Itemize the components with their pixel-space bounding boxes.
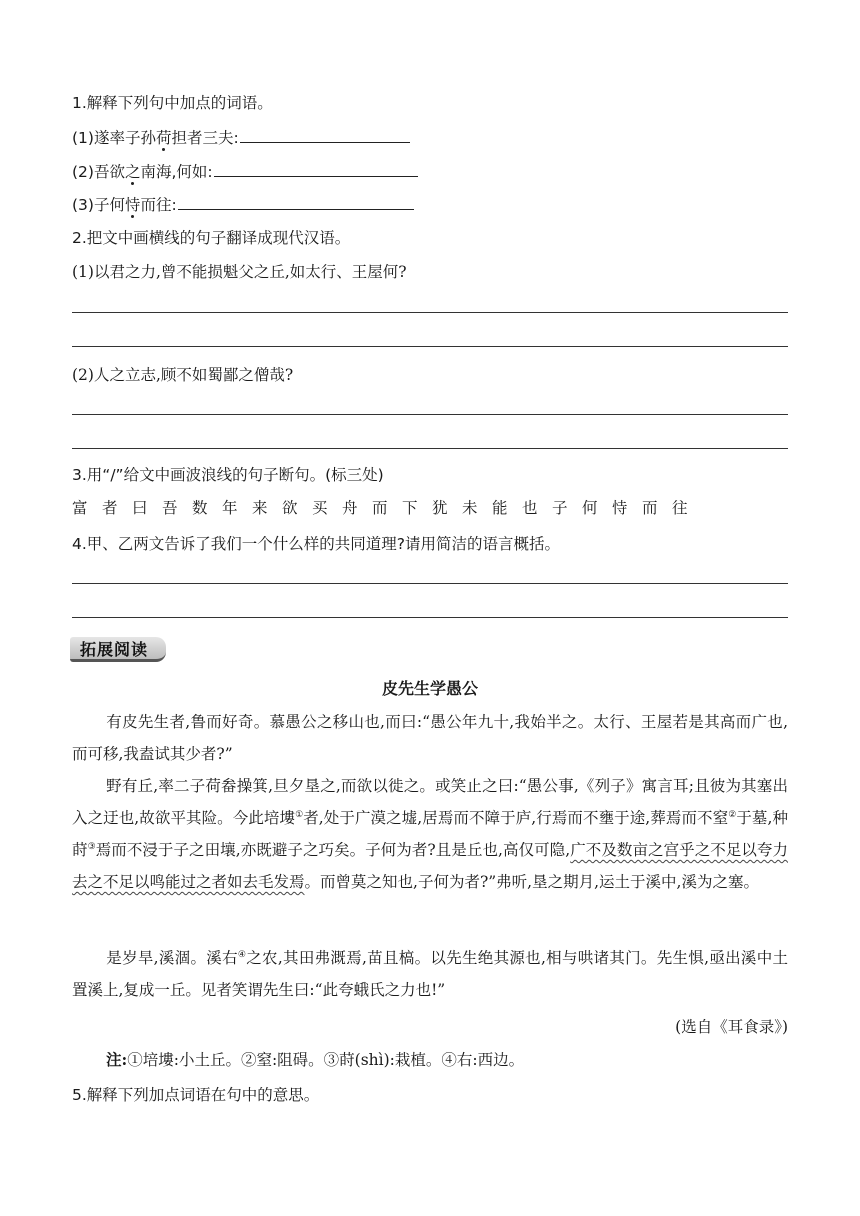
- notes-text: ①培塿:小土丘。②窒:阻碍。③莳(shì):栽植。④右:西边。: [127, 1051, 525, 1069]
- footnote-mark: ④: [237, 949, 247, 960]
- question-1-item-2: [72, 160, 418, 183]
- question-1-stem: 1.解释下列句中加点的词语。: [72, 94, 273, 112]
- item-text-pre: (1)遂率子孙: [72, 129, 156, 147]
- paragraph-text: 于墓,种莳: [72, 809, 788, 859]
- dotted-word: 荷: [155, 129, 172, 147]
- answer-line[interactable]: [72, 312, 788, 313]
- dotted-word: 恃: [124, 196, 141, 214]
- paragraph-text: 是岁旱,溪涸。溪右: [106, 949, 238, 967]
- question-1-item-1: [72, 126, 410, 149]
- wavy-underlined-sentence: 广不及数亩之宫乎之不足以夸力去之不足以鸣能过之者如去毛发焉: [72, 841, 788, 891]
- answer-line[interactable]: [72, 448, 788, 449]
- passage-paragraph-2: [72, 770, 788, 898]
- answer-line[interactable]: [72, 346, 788, 347]
- footnote-mark: ③: [87, 841, 96, 852]
- notes-label: 注:: [106, 1050, 128, 1069]
- item-text-post: 而往:: [140, 196, 177, 214]
- question-3-stem: 3.用“/”给文中画波浪线的句子断句。(标三处): [72, 466, 384, 484]
- paragraph-text: 有皮先生者,鲁而好奇。慕愚公之移山也,而曰:“愚公年九十,我始半之。太行、王屋若是其高而广也,而可移,我盍试其少者?”: [72, 713, 788, 763]
- question-3-sentence: 富者曰吾数年来欲买舟而下犹未能也子何恃而往: [72, 499, 703, 517]
- footnote-mark: ①: [295, 809, 304, 820]
- item-text-post: 南海,何如:: [140, 163, 213, 181]
- passage-notes: [106, 1049, 524, 1071]
- section-badge-label: 拓展阅读: [80, 640, 149, 659]
- footnote-mark: ②: [728, 809, 737, 820]
- paragraph-text: 者,处于广漠之墟,居焉而不障于庐,行焉而不壅于途,葬焉而不窒: [303, 809, 729, 827]
- passage-title: 皮先生学愚公: [381, 679, 478, 698]
- question-2-sentence-2: (2)人之立志,顾不如蜀鄙之僧哉?: [72, 366, 294, 384]
- paragraph-text: 。而曾莫之知也,子何为者?”弗听,垦之期月,运土于溪中,溪为之塞。: [304, 873, 759, 891]
- answer-line[interactable]: [72, 617, 788, 618]
- answer-blank[interactable]: [240, 126, 410, 143]
- question-1-item-3: [72, 193, 414, 216]
- answer-blank[interactable]: [214, 160, 418, 177]
- passage-paragraph-1: [72, 706, 788, 770]
- passage-paragraph-3: [72, 942, 788, 1006]
- item-text-post: 担者三夫:: [171, 129, 239, 147]
- question-2-sentence-1: (1)以君之力,曾不能损魁父之丘,如太行、王屋何?: [72, 263, 407, 281]
- item-text-pre: (2)吾欲: [72, 163, 125, 181]
- answer-line[interactable]: [72, 583, 788, 584]
- paragraph-text: 野有丘,率二子荷畚操箕,旦夕垦之,而欲以徙之。或笑止之曰:“愚公事,《列子》寓言耳;且彼为其塞出入之迂也,故欲平其险。今此培塿: [72, 777, 788, 827]
- item-text-pre: (3)子何: [72, 196, 125, 214]
- answer-line[interactable]: [72, 414, 788, 415]
- answer-blank[interactable]: [178, 193, 414, 210]
- dotted-word: 之: [124, 163, 141, 181]
- section-badge: [70, 634, 168, 662]
- question-4-stem: 4.甲、乙两文告诉了我们一个什么样的共同道理?请用简洁的语言概括。: [72, 535, 561, 553]
- question-5-stem: 5.解释下列加点词语在句中的意思。: [72, 1086, 320, 1104]
- passage-source: (选自《耳食录》): [675, 1018, 788, 1036]
- paragraph-text: 焉而不浸于子之田壤,亦既避子之巧矣。子何为者?且是丘也,高仅可隐,: [95, 841, 571, 859]
- question-2-stem: 2.把文中画横线的句子翻译成现代汉语。: [72, 229, 351, 247]
- paragraph-text: 之农,其田弗溉焉,苗且槁。以先生绝其源也,相与哄诸其门。先生惧,亟出溪中土置溪上,复成一丘。见者笑谓先生曰:“此夸蛾氏之力也!”: [72, 949, 788, 999]
